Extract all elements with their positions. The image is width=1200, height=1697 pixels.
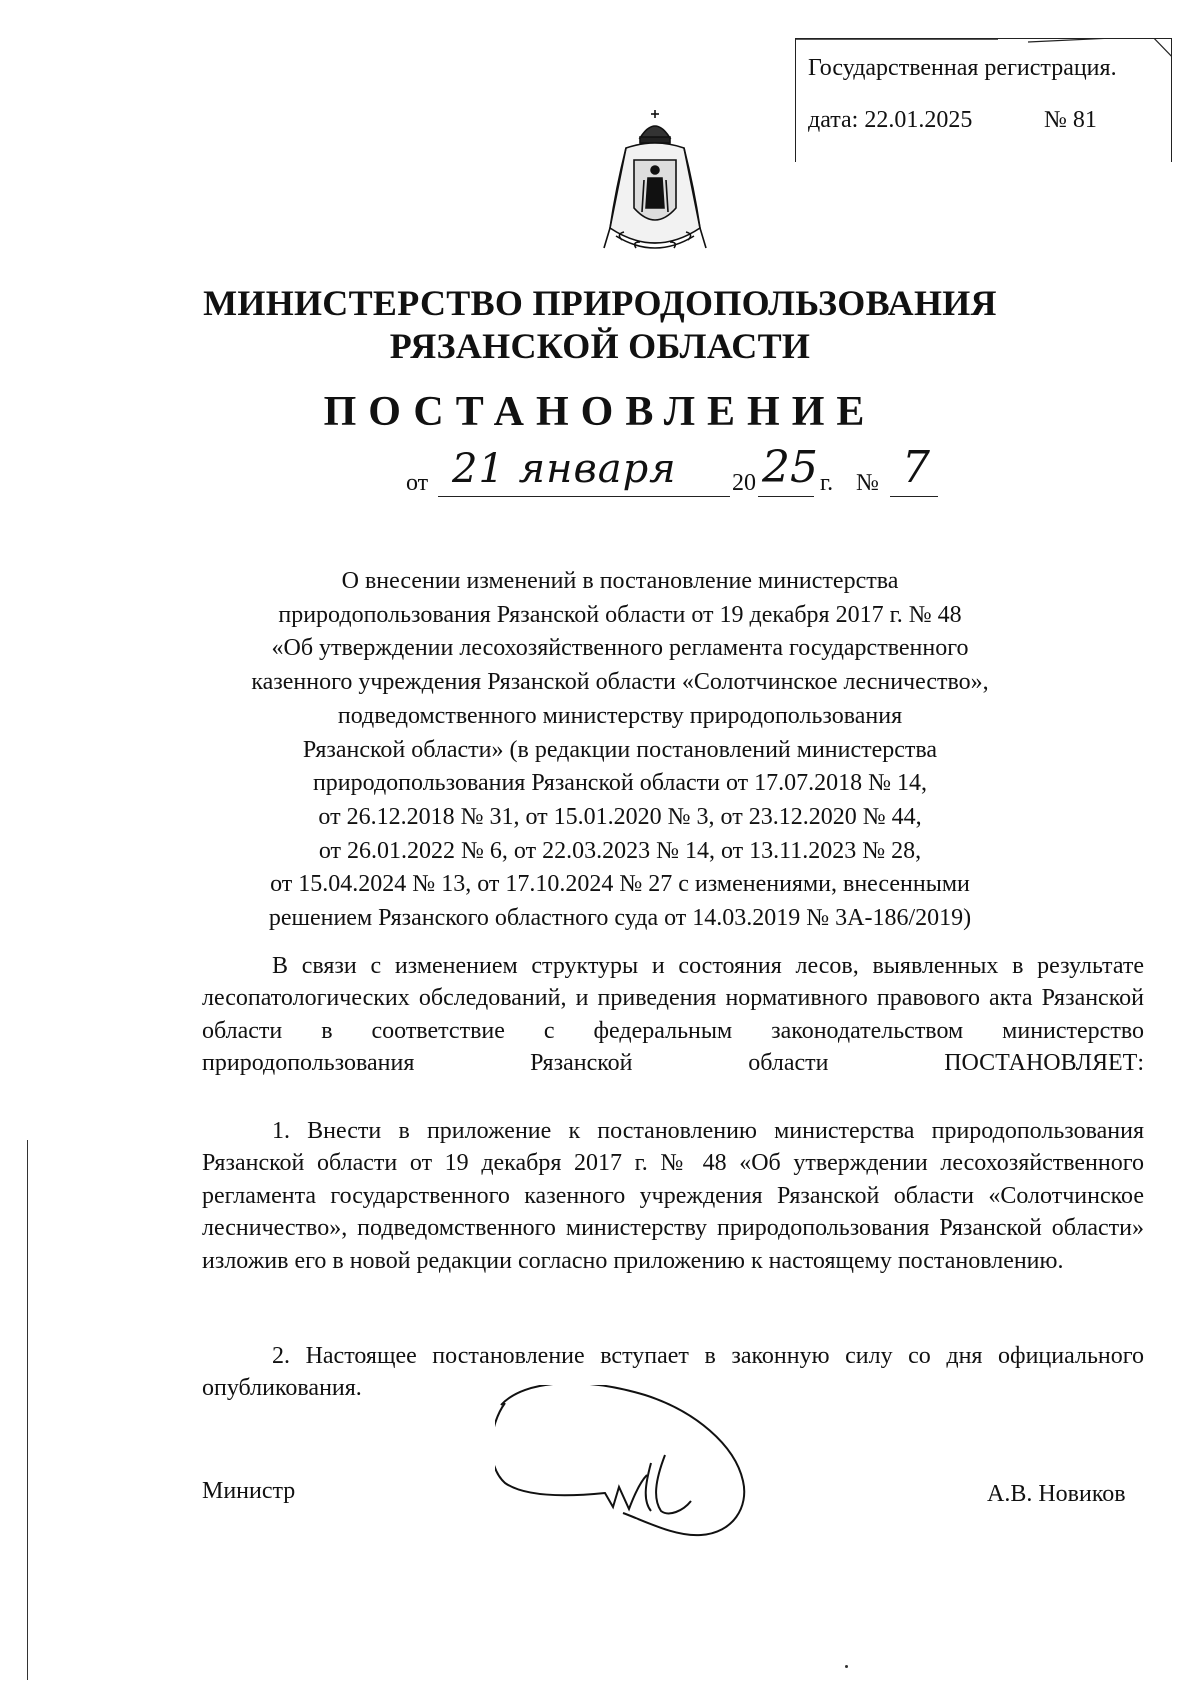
resolution-item-1: 1. Внести в приложение к постановлению министерства природопользования Рязанской области от 19 декабря 2017 г. № 48 «Об утверждении лесохозяйственного регламента государственного казенного учреждения Рязанской области «Солотчинское лесничество», подведомственного министерству природопользования Рязанской области» изложив его в новой редакции согласно приложению к настоящему постановлению. [202, 1118, 1144, 1274]
subject-line: от 26.01.2022 № 6, от 22.03.2023 № 14, от 13.11.2023 № 28, [318, 837, 922, 864]
signatory-role: Министр [202, 1478, 296, 1504]
number-underline [890, 496, 938, 497]
handwritten-signature [495, 1385, 755, 1540]
scan-speck [845, 1665, 848, 1668]
year-suffix: г. [820, 470, 834, 496]
subject-line: природопользования Рязанской области от 19 декабря 2017 г. № 48 [278, 601, 962, 628]
subject-line: «Об утверждении лесохозяйственного регламента государственного [271, 635, 969, 662]
ministry-name-line2: РЯЗАНСКОЙ ОБЛАСТИ [389, 326, 811, 366]
year-underline [758, 496, 814, 497]
subject-line: О внесении изменений в постановление министерства [341, 568, 899, 594]
number-sign: № [856, 470, 879, 496]
date-prefix: от [406, 470, 429, 496]
subject-line: решением Рязанского областного суда от 14.03.2019 № 3А-186/2019) [268, 905, 972, 932]
subject-line: Рязанской области» (в редакции постановлений министерства [302, 736, 938, 763]
subject-line: от 15.04.2024 № 13, от 17.10.2024 № 27 с изменениями, внесенными [270, 871, 970, 898]
handwritten-date: 21 января [452, 446, 677, 492]
preamble-paragraph: В связи с изменением структуры и состояния лесов, выявленных в результате лесопатологических обследований, и приведения нормативного правового акта Рязанской области в соответствие с федеральным законодательством министерство природопользования Рязанской области ПОСТАНОВЛЯЕТ: [202, 953, 1144, 1077]
date-underline [438, 496, 730, 497]
resolution-item-2: 2. Настоящее постановление вступает в законную силу со дня официального опубликования. [202, 1343, 1144, 1402]
date-line [406, 442, 946, 508]
document-subject [240, 565, 1000, 936]
handwritten-year: 25 [762, 442, 818, 493]
ministry-name-line1: МИНИСТЕРСТВО ПРИРОДОПОЛЬЗОВАНИЯ [203, 283, 997, 323]
subject-line: подведомственного министерству природопользования [337, 702, 903, 729]
document-type: ПОСТАНОВЛЕНИЕ [323, 389, 877, 435]
registration-stamp [795, 38, 1172, 162]
signatory-name: А.В. Новиков [987, 1481, 1126, 1507]
subject-line: природопользования Рязанской области от 17.07.2018 № 14, [312, 770, 928, 797]
ministry-name [200, 282, 1000, 368]
subject-line: от 26.12.2018 № 31, от 15.01.2020 № 3, от 23.12.2020 № 44, [318, 803, 922, 830]
subject-line: казенного учреждения Рязанской области «Солотчинское лесничество», [251, 669, 989, 696]
ryazan-coat-of-arms-icon [596, 108, 714, 262]
handwritten-number: 7 [902, 442, 930, 493]
registration-date: дата: 22.01.2025 [808, 107, 973, 133]
registration-number: № 81 [1044, 107, 1097, 133]
registration-title: Государственная регистрация. [808, 55, 1117, 81]
year-prefix: 20 [732, 470, 756, 496]
scan-edge-line [27, 1140, 28, 1680]
